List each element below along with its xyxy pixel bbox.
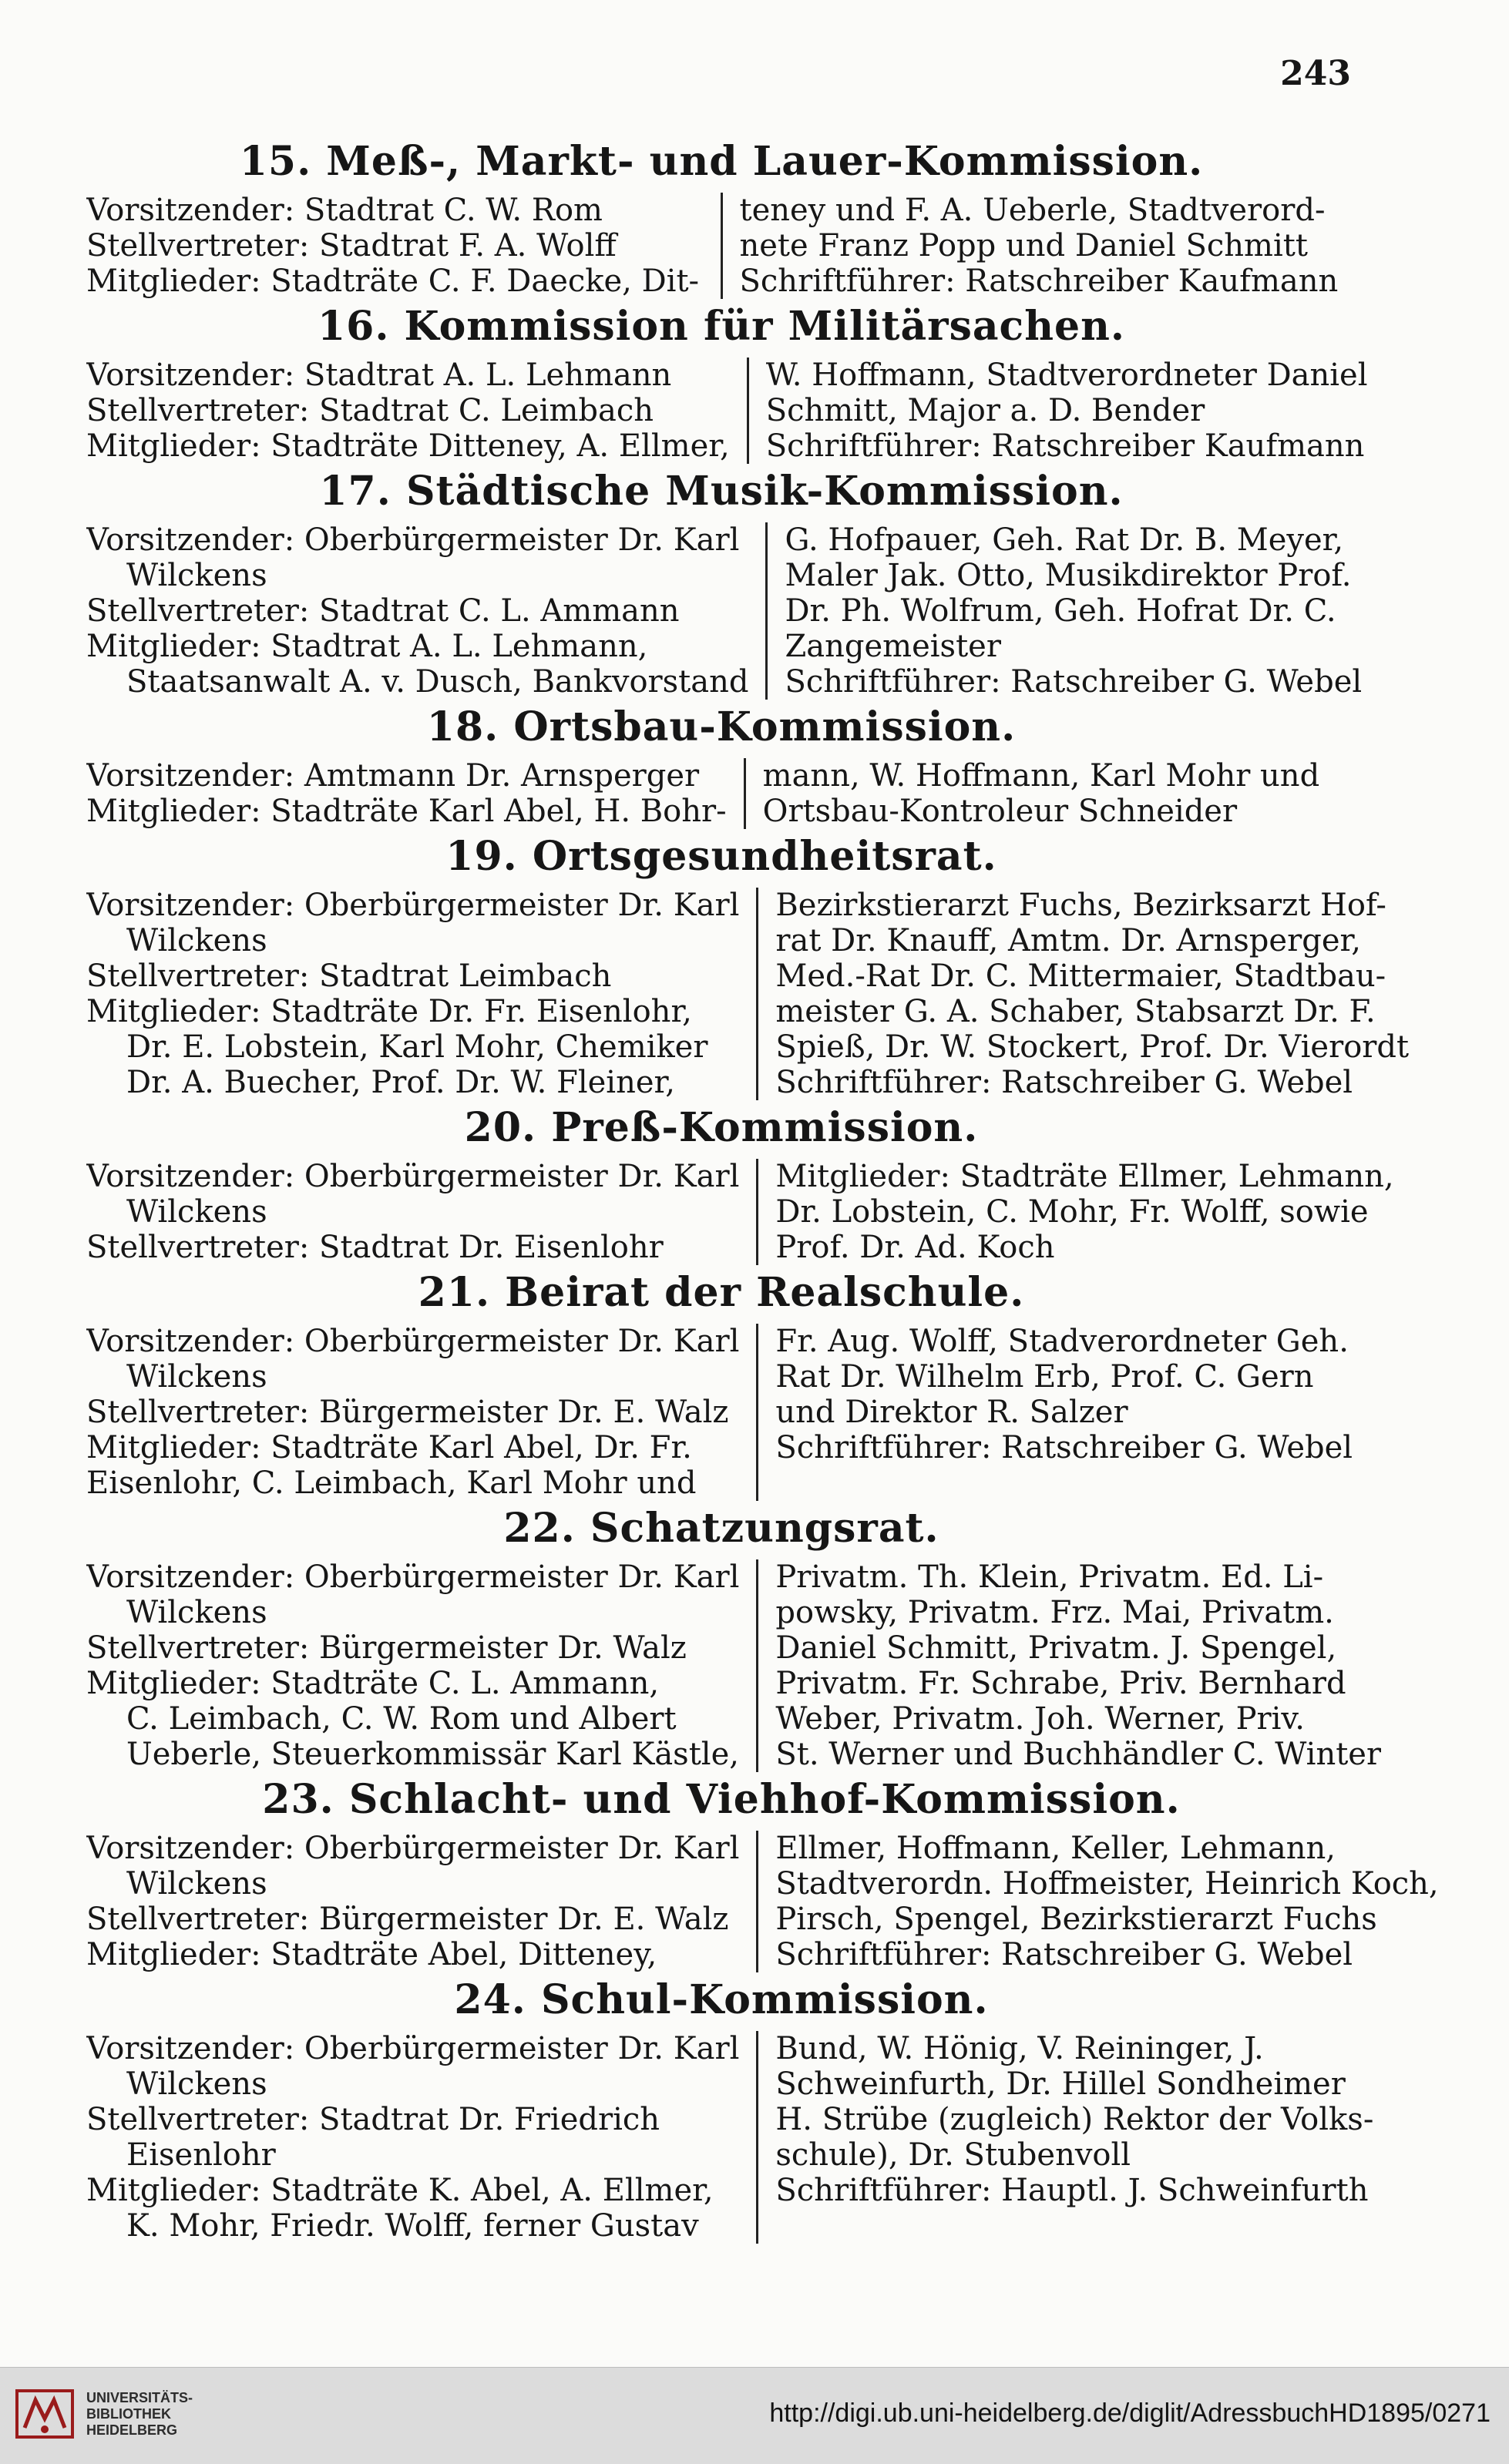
text-line: Dr. Ph. Wolfrum, Geh. Hofrat Dr. C.: [785, 593, 1336, 629]
text-line: Dr. A. Buecher, Prof. Dr. W. Fleiner,: [126, 1065, 675, 1100]
section-title: 23. Schlacht- und Viehhof-Kommission.: [262, 1776, 1181, 1823]
text-line: Schriftführer: Ratschreiber G. Webel: [775, 1065, 1353, 1100]
right-column: [744, 758, 1356, 829]
text-line: Prof. Dr. Ad. Koch: [775, 1230, 1055, 1265]
footer-bar: [0, 2367, 1509, 2464]
text-line: Vorsitzender: Oberbürgermeister Dr. Karl: [86, 888, 740, 923]
text-line: Stellvertreter: Bürgermeister Dr. Walz: [86, 1630, 687, 1666]
text-line: Schweinfurth, Dr. Hillel Sondheimer: [775, 2066, 1346, 2102]
section-title: 19. Ortsgesundheitsrat.: [445, 833, 997, 880]
text-line: Mitglieder: Stadträte Karl Abel, Dr. Fr.: [86, 1430, 692, 1465]
text-line: Staatsanwalt A. v. Dusch, Bankvorstand: [126, 664, 749, 700]
text-line: Eisenlohr: [126, 2137, 276, 2173]
text-line: Bezirkstierarzt Fuchs, Bezirksarzt Hof-: [775, 888, 1386, 923]
text-line: Mitglieder: Stadträte Dr. Fr. Eisenlohr,: [86, 994, 692, 1029]
right-column: [756, 1159, 1393, 1265]
text-line: Ellmer, Hoffmann, Keller, Lehmann,: [775, 1831, 1336, 1866]
left-column: [86, 1324, 756, 1501]
text-line: Schriftführer: Ratschreiber Kaufmann: [765, 428, 1365, 464]
commission-section: [86, 1776, 1439, 1972]
left-column: [86, 1559, 756, 1772]
text-line: Stellvertreter: Stadtrat Leimbach: [86, 958, 612, 994]
text-line: Rat Dr. Wilhelm Erb, Prof. C. Gern: [775, 1359, 1314, 1395]
section-title: 22. Schatzungsrat.: [503, 1505, 939, 1552]
text-line: K. Mohr, Friedr. Wolff, ferner Gustav: [126, 2208, 699, 2244]
library-logo-text: [86, 2390, 193, 2439]
text-line: Schriftführer: Hauptl. J. Schweinfurth: [775, 2173, 1369, 2208]
text-line: Schmitt, Major a. D. Bender: [765, 393, 1205, 428]
section-columns: [86, 193, 1356, 299]
text-line: H. Strübe (zugleich) Rektor der Volks-: [775, 2102, 1374, 2137]
commission-section: [86, 704, 1356, 829]
text-line: teney und F. A. Ueberle, Stadtverord-: [739, 193, 1326, 228]
document-content: [86, 138, 1439, 2248]
text-line: St. Werner und Buchhändler C. Winter: [775, 1737, 1382, 1772]
text-line: Wilckens: [126, 2066, 267, 2102]
left-column: [86, 888, 756, 1100]
section-columns: [86, 1831, 1439, 1972]
text-line: Schriftführer: Ratschreiber G. Webel: [775, 1430, 1353, 1465]
text-line: Mitglieder: Stadträte C. L. Ammann,: [86, 1666, 660, 1701]
left-column: [86, 193, 721, 299]
text-line: rat Dr. Knauff, Amtm. Dr. Arnsperger,: [775, 923, 1361, 958]
text-line: Spieß, Dr. W. Stockert, Prof. Dr. Vierordt: [775, 1029, 1410, 1065]
text-line: Mitglieder: Stadträte Abel, Ditteney,: [86, 1937, 657, 1972]
text-line: Weber, Privatm. Joh. Werner, Priv.: [775, 1701, 1305, 1737]
text-line: Stellvertreter: Bürgermeister Dr. E. Walz: [86, 1902, 729, 1937]
text-line: Eisenlohr, C. Leimbach, Karl Mohr und: [86, 1465, 697, 1501]
text-line: Ueberle, Steuerkommissär Karl Kästle,: [126, 1737, 739, 1772]
right-column: [756, 888, 1409, 1100]
section-columns: [86, 2031, 1374, 2244]
text-line: und Direktor R. Salzer: [775, 1395, 1128, 1430]
text-line: Wilckens: [126, 1194, 267, 1230]
left-column: [86, 758, 744, 829]
text-line: Dr. Lobstein, C. Mohr, Fr. Wolff, sowie: [775, 1194, 1369, 1230]
text-line: Maler Jak. Otto, Musikdirektor Prof.: [785, 558, 1352, 593]
text-line: Stellvertreter: Stadtrat Dr. Friedrich: [86, 2102, 660, 2137]
text-line: Mitglieder: Stadträte C. F. Daecke, Dit-: [86, 264, 700, 299]
section-columns: [86, 1159, 1394, 1265]
text-line: Mitglieder: Stadträte K. Abel, A. Ellmer,: [86, 2173, 714, 2208]
text-line: Wilckens: [126, 1595, 267, 1630]
text-line: Mitglieder: Stadträte Karl Abel, H. Bohr-: [86, 794, 727, 829]
commission-section: [86, 139, 1356, 299]
section-columns: [86, 358, 1368, 464]
text-line: Wilckens: [126, 558, 267, 593]
text-line: powsky, Privatm. Frz. Mai, Privatm.: [775, 1595, 1334, 1630]
text-line: Vorsitzender: Oberbürgermeister Dr. Karl: [86, 522, 740, 558]
commission-section: [86, 1976, 1374, 2244]
text-line: meister G. A. Schaber, Stabsarzt Dr. F.: [775, 994, 1376, 1029]
left-column: [86, 522, 765, 700]
right-column: [721, 193, 1357, 299]
section-title: 18. Ortsbau-Kommission.: [426, 703, 1017, 750]
text-line: Stellvertreter: Stadtrat F. A. Wolff: [86, 228, 617, 264]
left-column: [86, 2031, 756, 2244]
text-line: Fr. Aug. Wolff, Stadverordneter Geh.: [775, 1324, 1349, 1359]
text-line: Privatm. Th. Klein, Privatm. Ed. Li-: [775, 1559, 1324, 1595]
logo-line: UNIVERSITÄTS-: [86, 2389, 193, 2405]
library-logo[interactable]: [14, 2388, 193, 2440]
text-line: Stellvertreter: Bürgermeister Dr. E. Walz: [86, 1395, 729, 1430]
text-line: Daniel Schmitt, Privatm. J. Spengel,: [775, 1630, 1337, 1666]
section-title: 21. Beirat der Realschule.: [418, 1269, 1025, 1316]
text-line: Ortsbau-Kontroleur Schneider: [762, 794, 1238, 829]
right-column: [756, 2031, 1373, 2244]
text-line: Vorsitzender: Oberbürgermeister Dr. Karl: [86, 1324, 740, 1359]
section-title: 16. Kommission für Militärsachen.: [317, 303, 1126, 350]
section-title: 15. Meß-, Markt- und Lauer-Kommission.: [239, 138, 1204, 185]
text-line: Mitglieder: Stadträte Ellmer, Lehmann,: [775, 1159, 1394, 1194]
right-column: [756, 1559, 1381, 1772]
section-columns: [86, 1559, 1382, 1772]
section-columns: [86, 522, 1363, 700]
text-line: Mitglieder: Stadtrat A. L. Lehmann,: [86, 629, 648, 664]
text-line: Vorsitzender: Oberbürgermeister Dr. Karl: [86, 1159, 740, 1194]
text-line: Zangemeister: [785, 629, 1001, 664]
text-line: nete Franz Popp und Daniel Schmitt: [739, 228, 1308, 264]
text-line: Stellvertreter: Stadtrat C. Leimbach: [86, 393, 654, 428]
text-line: Mitglieder: Stadträte Ditteney, A. Ellmer,: [86, 428, 730, 464]
text-line: Schriftführer: Ratschreiber G. Webel: [785, 664, 1363, 700]
text-line: Dr. E. Lobstein, Karl Mohr, Chemiker: [126, 1029, 708, 1065]
source-url-link[interactable]: http://digi.ub.uni-heidelberg.de/diglit/AdressbuchHD1895/0271: [769, 2399, 1491, 2428]
text-line: Privatm. Fr. Schrabe, Priv. Bernhard: [775, 1666, 1346, 1701]
commission-section: [86, 1270, 1356, 1501]
commission-section: [86, 303, 1368, 464]
text-line: Wilckens: [126, 1359, 267, 1395]
text-line: Wilckens: [126, 923, 267, 958]
text-line: Vorsitzender: Stadtrat A. L. Lehmann: [86, 358, 672, 393]
text-line: W. Hoffmann, Stadtverordneter Daniel: [765, 358, 1368, 393]
page-number: 243: [1280, 54, 1351, 93]
section-columns: [86, 758, 1356, 829]
commission-section: [86, 1104, 1394, 1265]
commission-section: [86, 468, 1363, 700]
text-line: Med.-Rat Dr. C. Mittermaier, Stadtbau-: [775, 958, 1386, 994]
commission-section: [86, 833, 1410, 1100]
section-title: 17. Städtische Musik-Kommission.: [319, 468, 1124, 515]
logo-line: HEIDELBERG: [86, 2422, 178, 2438]
text-line: Pirsch, Spengel, Bezirkstierarzt Fuchs: [775, 1902, 1377, 1937]
right-column: [756, 1324, 1356, 1501]
right-column: [756, 1831, 1438, 1972]
section-columns: [86, 888, 1410, 1100]
text-line: Wilckens: [126, 1866, 267, 1902]
logo-line: BIBLIOTHEK: [86, 2405, 171, 2422]
text-line: Stadtverordn. Hoffmeister, Heinrich Koch,: [775, 1866, 1439, 1902]
section-columns: [86, 1324, 1356, 1501]
section-title: 20. Preß-Kommission.: [464, 1104, 979, 1151]
right-column: [765, 522, 1362, 700]
text-line: Vorsitzender: Oberbürgermeister Dr. Karl: [86, 1559, 740, 1595]
text-line: Stellvertreter: Stadtrat Dr. Eisenlohr: [86, 1230, 664, 1265]
text-line: Stellvertreter: Stadtrat C. L. Ammann: [86, 593, 680, 629]
text-line: Schriftführer: Ratschreiber G. Webel: [775, 1937, 1353, 1972]
text-line: Vorsitzender: Amtmann Dr. Arnsperger: [86, 758, 700, 794]
text-line: C. Leimbach, C. W. Rom und Albert: [126, 1701, 677, 1737]
section-title: 24. Schul-Kommission.: [454, 1976, 989, 2023]
text-line: mann, W. Hoffmann, Karl Mohr und: [762, 758, 1320, 794]
left-column: [86, 1831, 756, 1972]
text-line: schule), Dr. Stubenvoll: [775, 2137, 1131, 2173]
text-line: Vorsitzender: Oberbürgermeister Dr. Karl: [86, 1831, 740, 1866]
left-column: [86, 1159, 756, 1265]
commission-section: [86, 1505, 1382, 1772]
left-column: [86, 358, 747, 464]
library-logo-icon: [14, 2388, 76, 2440]
text-line: Vorsitzender: Stadtrat C. W. Rom: [86, 193, 603, 228]
text-line: Schriftführer: Ratschreiber Kaufmann: [739, 264, 1339, 299]
text-line: Vorsitzender: Oberbürgermeister Dr. Karl: [86, 2031, 740, 2066]
text-line: Bund, W. Hönig, V. Reininger, J.: [775, 2031, 1264, 2066]
right-column: [747, 358, 1368, 464]
text-line: G. Hofpauer, Geh. Rat Dr. B. Meyer,: [785, 522, 1344, 558]
